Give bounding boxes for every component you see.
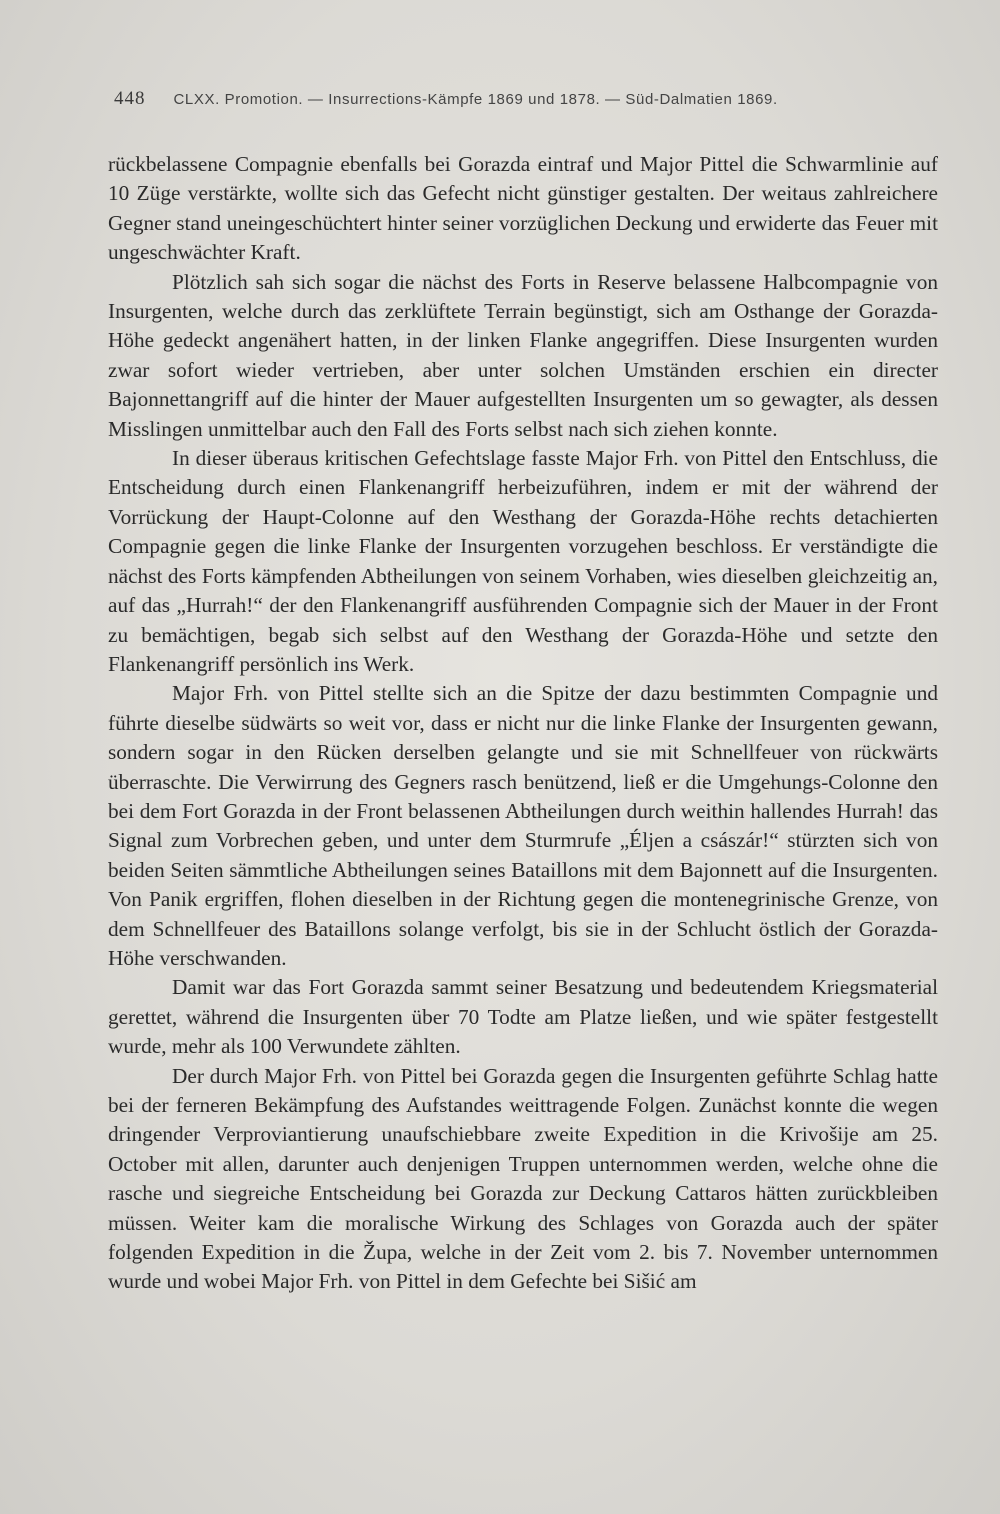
paragraph: Plötzlich sah sich sogar die nächst des Forts in Reserve belassene Halbcompagnie von Insurgenten, welche durch das zerklüftete Terrain begünstigt, sich am Osthange der Gorazda-Höhe gedeckt angenähert hatten, in der linken Flanke angegriffen. Diese Insurgenten wurden zwar sofort wieder vertrieben, aber unter solchen Umständen erschien ein directer Bajonnettangriff auf die hinter der Mauer aufgestellten Insurgenten um so gewagter, als dessen Misslingen unmittelbar auch den Fall des Forts selbst nach sich ziehen konnte. bbox=[108, 269, 938, 441]
paragraph: Der durch Major Frh. von Pittel bei Gorazda gegen die Insurgenten geführte Schlag hatte bei der ferneren Bekämpfung des Aufstandes weittragende Folgen. Zunächst konnte die wegen dringender Verproviantierung unaufschiebbare zweite Expedition in die Krivošije am 25. October mit allen, darunter auch denjenigen Truppen unternommen werden, welche ohne die rasche und siegreiche Entscheidung bei Gorazda zur Deckung Cattaros hätten zurückbleiben müssen. Weiter kam die moralische Wirkung des Schlages von Gorazda auch der später folgenden Expedition in die Župa, welche in der Zeit vom 2. bis 7. November unternommen wurde und wobei Major Frh. von Pittel in dem Gefechte bei Sišić am bbox=[108, 1063, 938, 1294]
running-head: CLXX. Promotion. — Insurrections-Kämpfe 1869 und 1878. — Süd-Dalmatien 1869. bbox=[173, 91, 778, 108]
page-number: 448 bbox=[114, 88, 146, 109]
page-header bbox=[114, 88, 938, 116]
paragraph: Damit war das Fort Gorazda sammt seiner Besatzung und bedeutendem Kriegsmaterial gerettet, während die Insurgenten über 70 Todte am Platze ließen, und wie später festgestellt wurde, mehr als 100 Verwundete zählten. bbox=[108, 975, 938, 1059]
paragraph: Major Frh. von Pittel stellte sich an die Spitze der dazu bestimmten Compagnie und führte dieselbe südwärts so weit vor, dass er nicht nur die linke Flanke der Insurgenten gewann, sondern sogar in den Rücken derselben gelangte und sie mit Schnellfeuer von rückwärts überraschte. Die Verwirrung des Gegners rasch benützend, ließ er die Umgehungs-Colonne den bei dem Fort Gorazda in der Front belassenen Abtheilungen durch weithin hallendes Hurrah! das Signal zum Vorbrechen geben, und unter dem Sturmrufe „Éljen a császár!“ stürzten sich von beiden Seiten sämmtliche Abtheilungen seines Bataillons mit dem Bajonnett auf die Insurgenten. Von Panik ergriffen, flohen dieselben in der Richtung gegen die montenegrinische Grenze, von dem Schnellfeuer des Bataillons solange verfolgt, bis sie in der Schlucht östlich der Gorazda-Höhe verschwanden. bbox=[108, 681, 938, 970]
paragraph: In dieser überaus kritischen Gefechtslage fasste Major Frh. von Pittel den Entschluss, die Entscheidung durch einen Flankenangriff herbeizuführen, indem er mit der während der Vorrückung der Haupt-Colonne auf den Westhang der Gorazda-Höhe rechts detachierten Compagnie gegen die linke Flanke der Insurgenten vorzugehen beschloss. Er verständigte die nächst des Forts kämpfenden Abtheilungen von seinem Vorhaben, wies dieselben gleichzeitig an, auf das „Hurrah!“ der den Flankenangriff ausführenden Compagnie sich der Mauer in der Front zu bemächtigen, begab sich selbst auf den Westhang der Gorazda-Höhe und setzte den Flankenangriff persönlich ins Werk. bbox=[108, 446, 938, 676]
paragraph: rückbelassene Compagnie ebenfalls bei Gorazda eintraf und Major Pittel die Schwarmlinie auf 10 Züge verstärkte, wollte sich das Gefecht nicht günstiger gestalten. Der weitaus zahlreichere Gegner stand uneingeschüchtert hinter seiner vorzüglichen Deckung und erwiderte das Feuer mit ungeschwächter Kraft. bbox=[108, 152, 938, 265]
body-text bbox=[108, 150, 938, 1297]
